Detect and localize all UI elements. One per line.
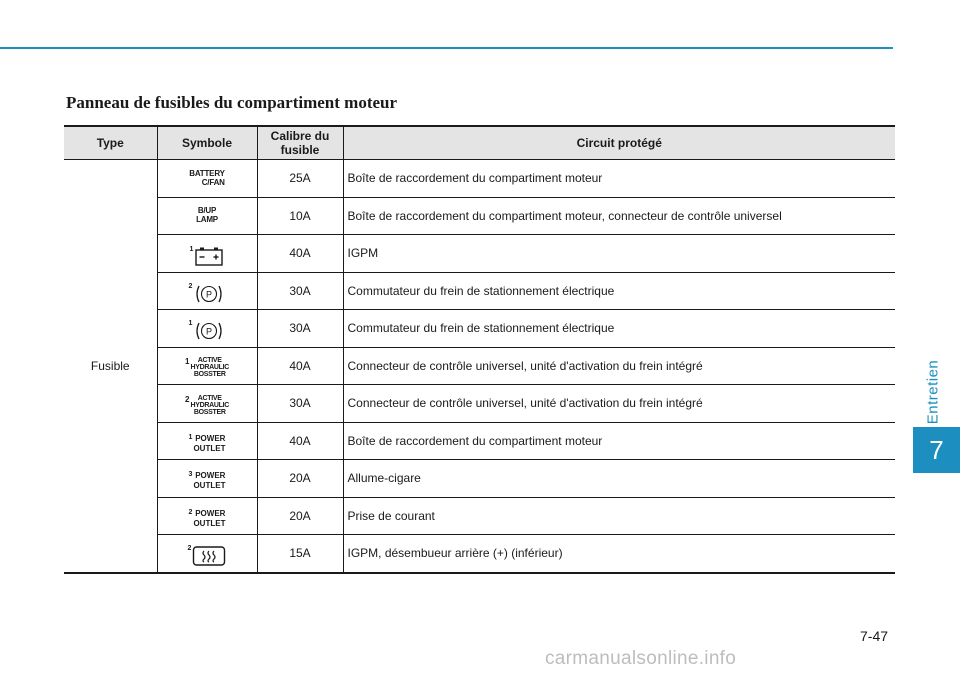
symbol-line: OUTLET — [193, 518, 226, 528]
page-number: 7-47 — [860, 628, 889, 644]
circuit-cell: Commutateur du frein de stationnement électrique — [343, 310, 895, 348]
rating-cell: 25A — [257, 160, 343, 198]
header-symbol: Symbole — [157, 126, 257, 160]
rating-cell: 20A — [257, 460, 343, 498]
rating-cell: 15A — [257, 535, 343, 573]
table-row — [64, 535, 895, 573]
circuit-cell: Boîte de raccordement du compartiment moteur — [343, 422, 895, 460]
symbol-line: POWER — [195, 508, 226, 518]
table-row — [64, 272, 895, 310]
table-row — [64, 310, 895, 348]
symbol-superscript: 2 — [188, 508, 193, 516]
power-outlet-text-icon — [157, 497, 257, 535]
symbol-line: POWER — [195, 433, 226, 443]
symbol-cell — [157, 310, 257, 348]
symbol-superscript: 2 — [188, 282, 193, 290]
symbol-superscript: 2 — [187, 545, 192, 553]
rating-cell: 30A — [257, 385, 343, 423]
symbol-superscript: 3 — [188, 471, 193, 479]
symbol-superscript: 2 — [185, 394, 190, 404]
circuit-cell: Boîte de raccordement du compartiment moteur, connecteur de contrôle universel — [343, 197, 895, 235]
fuse-table — [64, 125, 895, 574]
header-rating-line1: Calibre du — [270, 129, 330, 143]
symbol-cell — [157, 535, 257, 573]
parking-letter: P — [206, 326, 213, 337]
type-cell: Fusible — [64, 160, 157, 573]
parking-brake-icon — [193, 283, 225, 305]
rating-cell: 30A — [257, 310, 343, 348]
header-circuit: Circuit protégé — [343, 126, 895, 160]
bup-lamp-text-icon — [157, 197, 257, 235]
symbol-cell — [157, 272, 257, 310]
header-rating — [257, 126, 343, 160]
symbol-line: LAMP — [196, 215, 218, 225]
battery-cfan-text-icon — [157, 160, 257, 198]
watermark: carmanualsonline.info — [545, 648, 737, 669]
symbol-line: HYDRAULIC — [190, 364, 229, 372]
circuit-cell: Commutateur du frein de stationnement électrique — [343, 272, 895, 310]
table-row — [64, 385, 895, 423]
circuit-cell: Boîte de raccordement du compartiment moteur — [343, 160, 895, 198]
symbol-superscript: 1 — [188, 433, 193, 441]
symbol-line: C/FAN — [201, 177, 225, 187]
parking-brake-icon — [193, 320, 225, 342]
symbol-line: BOSSTER — [193, 408, 226, 416]
rating-cell: 40A — [257, 422, 343, 460]
table-row — [64, 347, 895, 385]
symbol-line: OUTLET — [193, 481, 226, 491]
section-title: Panneau de fusibles du compartiment moteur — [66, 93, 398, 112]
symbol-line: ACTIVE — [197, 394, 222, 402]
active-hydraulic-booster-text-icon — [157, 347, 257, 385]
symbol-line: B/UP — [197, 206, 217, 216]
symbol-line: POWER — [195, 471, 226, 481]
power-outlet-text-icon — [157, 422, 257, 460]
table-row — [64, 160, 895, 198]
active-hydraulic-booster-text-icon — [157, 385, 257, 423]
circuit-cell: IGPM, désembueur arrière (+) (inférieur) — [343, 535, 895, 573]
table-row — [64, 235, 895, 273]
table-row — [64, 460, 895, 498]
symbol-superscript: 1 — [188, 320, 193, 328]
rating-cell: 10A — [257, 197, 343, 235]
circuit-cell: IGPM — [343, 235, 895, 273]
symbol-line: BATTERY — [189, 168, 225, 178]
chapter-side-label: Entretien — [924, 359, 942, 425]
circuit-cell: Prise de courant — [343, 497, 895, 535]
circuit-cell: Allume-cigare — [343, 460, 895, 498]
table-row — [64, 497, 895, 535]
circuit-cell: Connecteur de contrôle universel, unité d'activation du frein intégré — [343, 347, 895, 385]
table-header-row — [64, 126, 895, 160]
circuit-cell: Connecteur de contrôle universel, unité d'activation du frein intégré — [343, 385, 895, 423]
symbol-line: HYDRAULIC — [190, 401, 229, 409]
symbol-line: ACTIVE — [197, 357, 222, 365]
rating-cell: 30A — [257, 272, 343, 310]
symbol-superscript: 1 — [185, 357, 190, 367]
parking-letter: P — [206, 289, 213, 300]
top-rule — [0, 47, 893, 49]
rating-cell: 40A — [257, 235, 343, 273]
chapter-tab: 7 — [913, 427, 960, 473]
battery-icon — [194, 246, 224, 266]
header-type: Type — [64, 126, 157, 160]
rating-cell: 20A — [257, 497, 343, 535]
table-row — [64, 422, 895, 460]
rear-defroster-icon — [192, 545, 226, 567]
symbol-line: BOSSTER — [193, 371, 226, 379]
symbol-line: OUTLET — [193, 443, 226, 453]
rating-cell: 40A — [257, 347, 343, 385]
symbol-superscript: 1 — [189, 246, 194, 254]
power-outlet-text-icon — [157, 460, 257, 498]
symbol-cell — [157, 235, 257, 273]
table-row — [64, 197, 895, 235]
header-rating-line2: fusible — [280, 143, 320, 157]
